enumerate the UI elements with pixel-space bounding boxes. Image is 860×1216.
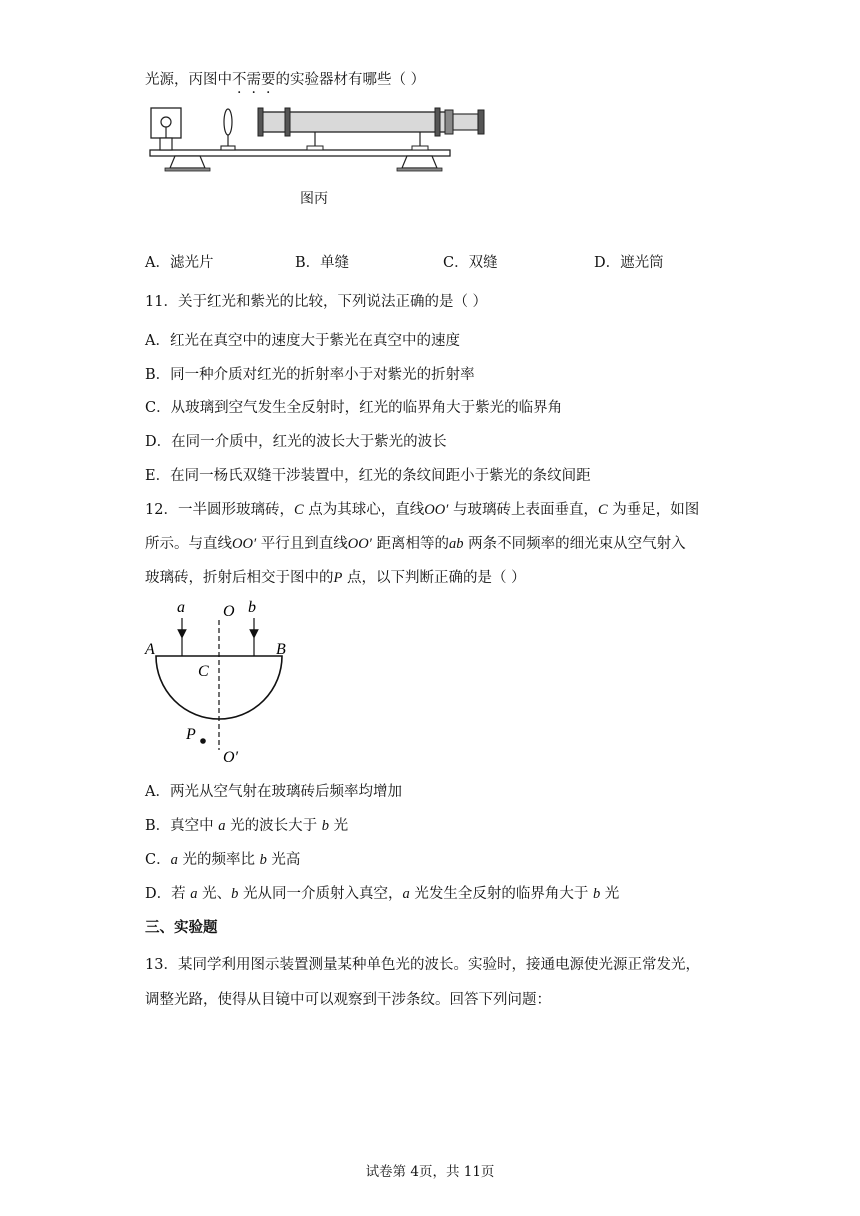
label-P: P <box>186 726 196 743</box>
q12-stem-line3: 玻璃砖，折射后相交于图中的P 点，以下判断正确的是（ ） <box>145 570 526 586</box>
label-A: A <box>145 641 155 658</box>
q10-option-d: D．遮光筒 <box>594 255 664 271</box>
label-B: B <box>276 641 286 658</box>
label-O-prime: O′ <box>223 749 239 766</box>
section-title: 三、实验题 <box>145 919 218 936</box>
q13-line2: 调整光路，使得从目镜中可以观察到干涉条纹。回答下列问题： <box>145 992 551 1008</box>
q12-stem-line1: 12．一半圆形玻璃砖，C 点为其球心，直线OO′ 与玻璃砖上表面垂直，C 为垂足，如图 <box>145 502 700 518</box>
semicircle-glass-figure <box>140 598 310 770</box>
q12-option-a: A．两光从空气射在玻璃砖后频率均增加 <box>145 784 402 800</box>
q11-option-a: A．红光在真空中的速度大于紫光在真空中的速度 <box>145 333 460 349</box>
q11-option-d: D．在同一介质中，红光的波长大于紫光的波长 <box>145 434 447 450</box>
q11-option-e: E．在同一杨氏双缝干涉装置中，红光的条纹间距小于紫光的条纹间距 <box>145 468 591 484</box>
q11-option-c: C．从玻璃到空气发生全反射时，红光的临界角大于紫光的临界角 <box>145 400 563 416</box>
double-slit-apparatus-figure <box>145 100 495 180</box>
q11-stem: 11．关于红光和紫光的比较，下列说法正确的是（ ） <box>145 294 488 310</box>
q10-stem-tail: 光源，丙图中不需要的实验器材有哪些（ ） <box>145 72 426 88</box>
q11-option-b: B．同一种介质对红光的折射率小于对紫光的折射率 <box>145 367 475 383</box>
page-footer: 试卷第 4页，共 11页 <box>365 1164 495 1180</box>
label-a: a <box>177 599 185 616</box>
q10-option-b: B．单缝 <box>295 255 350 271</box>
figure-caption: 图丙 <box>300 191 328 207</box>
q10-option-c: C．双缝 <box>443 255 498 271</box>
q12-option-d: D．若 a 光、b 光从同一介质射入真空，a 光发生全反射的临界角大于 b 光 <box>145 886 620 902</box>
label-C: C <box>198 663 209 680</box>
q12-stem-line2: 所示。与直线OO′ 平行且到直线OO′ 距离相等的ab 两条不同频率的细光束从空气射入 <box>145 536 686 552</box>
label-O: O <box>223 603 235 620</box>
q10-option-a: A．滤光片 <box>145 255 214 271</box>
q12-option-b: B．真空中 a 光的波长大于 b 光 <box>145 818 349 834</box>
label-b: b <box>248 599 256 616</box>
q12-option-c: C．a 光的频率比 b 光高 <box>145 852 301 868</box>
q13-line1: 13．某同学利用图示装置测量某种单色光的波长。实验时，接通电源使光源正常发光， <box>145 957 700 973</box>
